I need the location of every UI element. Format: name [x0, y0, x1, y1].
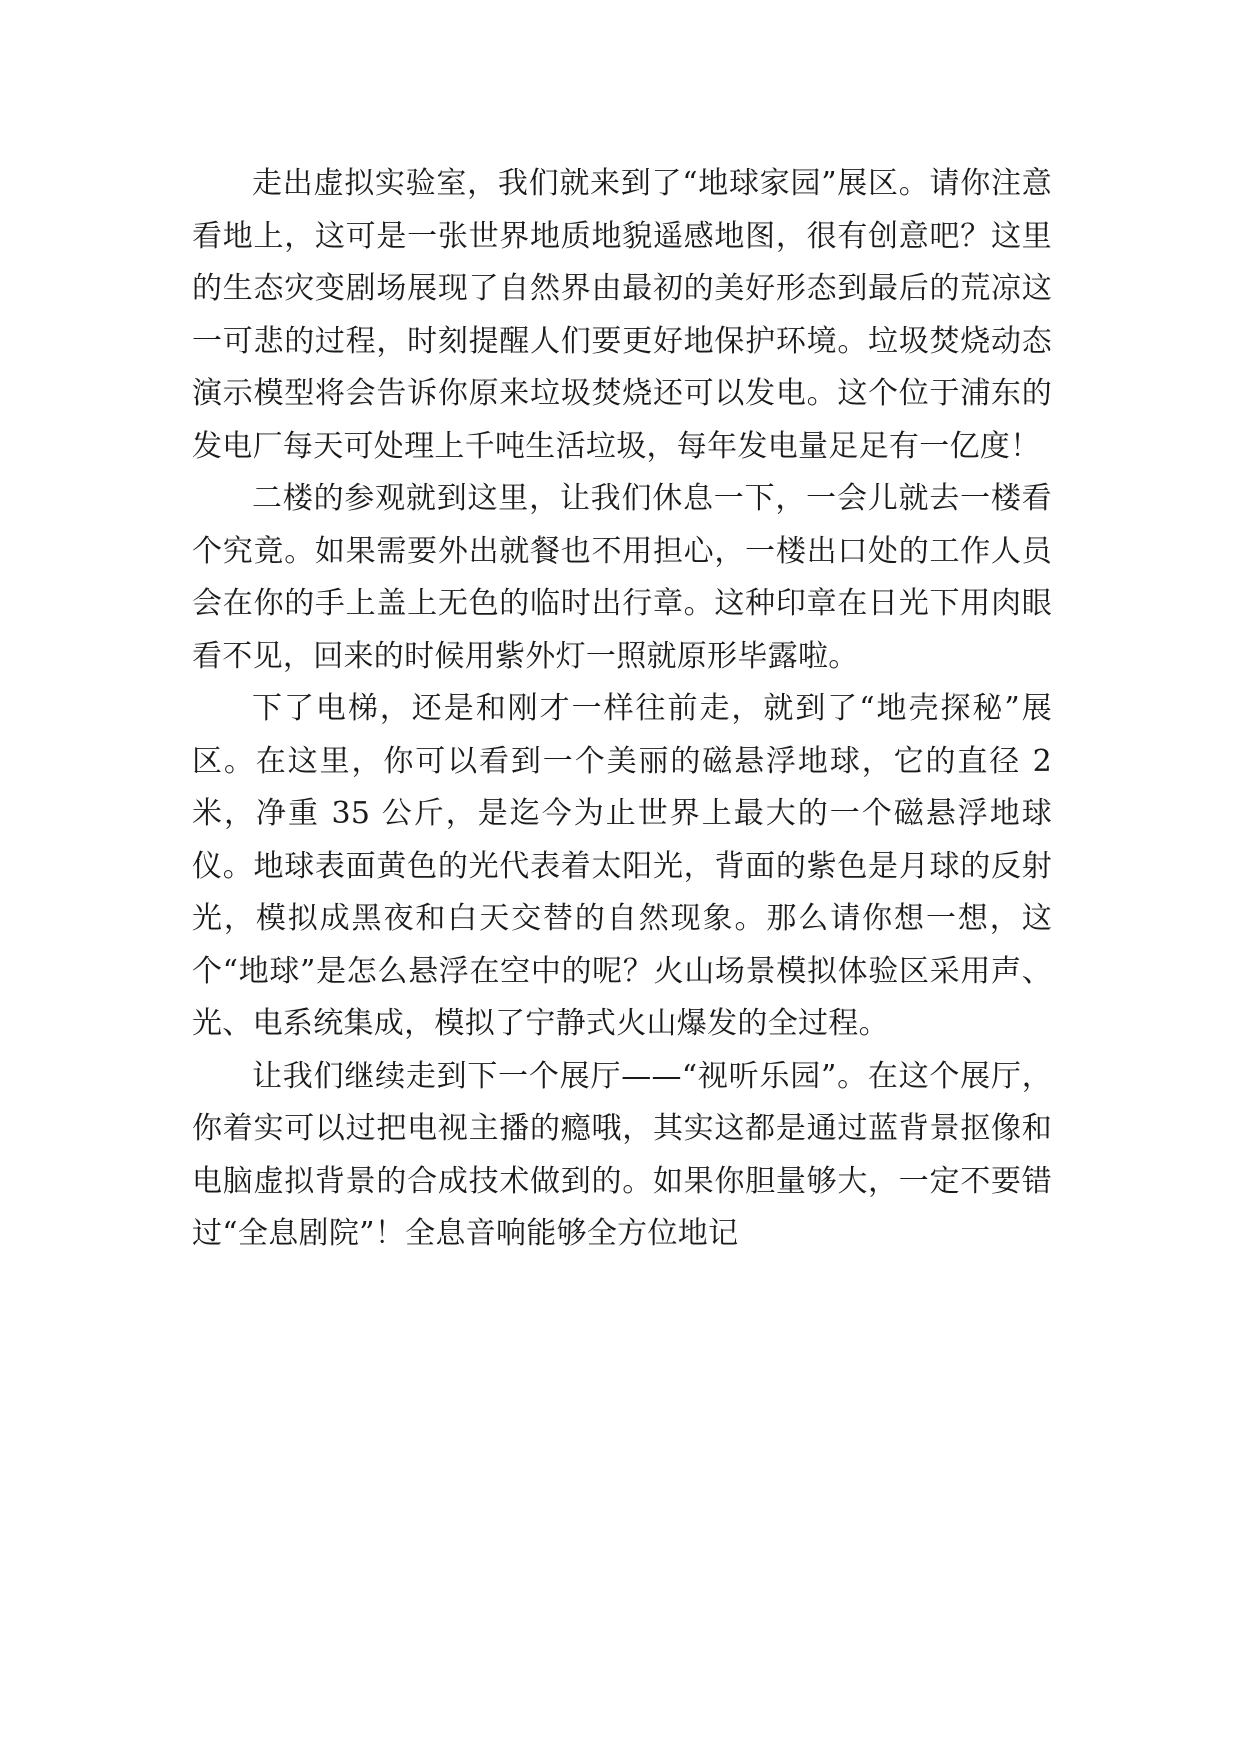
paragraph-earth-home: 走出虚拟实验室，我们就来到了“地球家园”展区。请你注意看地上，这可是一张世界地质地貌遥感地图，很有创意吧？这里的生态灾变剧场展现了自然界由最初的美好形态到最后的荒凉这一可悲的过程，时刻提醒人们要更好地保护环境。垃圾焚烧动态演示模型将会告诉你原来垃圾焚烧还可以发电。这个位于浦东的发电厂每天可处理上千吨生活垃圾，每年发电量足足有一亿度！: [192, 166, 1052, 464]
paragraph-audio-visual-park: 让我们继续走到下一个展厅——“视听乐园”。在这个展厅，你着实可以过把电视主播的瘾哦，其实这都是通过蓝背景抠像和电脑虚拟背景的合成技术做到的。如果你胆量够大，一定不要错过“全息剧院”！全息音响能够全方位地记: [192, 1058, 1052, 1251]
document-body: [192, 158, 1052, 1261]
paragraph-crust-exploration: 下了电梯，还是和刚才一样往前走，就到了“地壳探秘”展区。在这里，你可以看到一个美丽的磁悬浮地球，它的直径 2 米，净重 35 公斤，是迄今为止世界上最大的一个磁悬浮地球仪。地球表面黄色的光代表着太阳光，背面的紫色是月球的反射光，模拟成黑夜和白天交替的自然现象。那么请你想一想，这个“地球”是怎么悬浮在空中的呢？火山场景模拟体验区采用声、光、电系统集成，模拟了宁静式火山爆发的全过程。: [192, 691, 1052, 1041]
paragraph-second-floor: 二楼的参观就到这里，让我们休息一下，一会儿就去一楼看个究竟。如果需要外出就餐也不用担心，一楼出口处的工作人员会在你的手上盖上无色的临时出行章。这种印章在日光下用肉眼看不见，回来的时候用紫外灯一照就原形毕露啦。: [192, 481, 1052, 674]
